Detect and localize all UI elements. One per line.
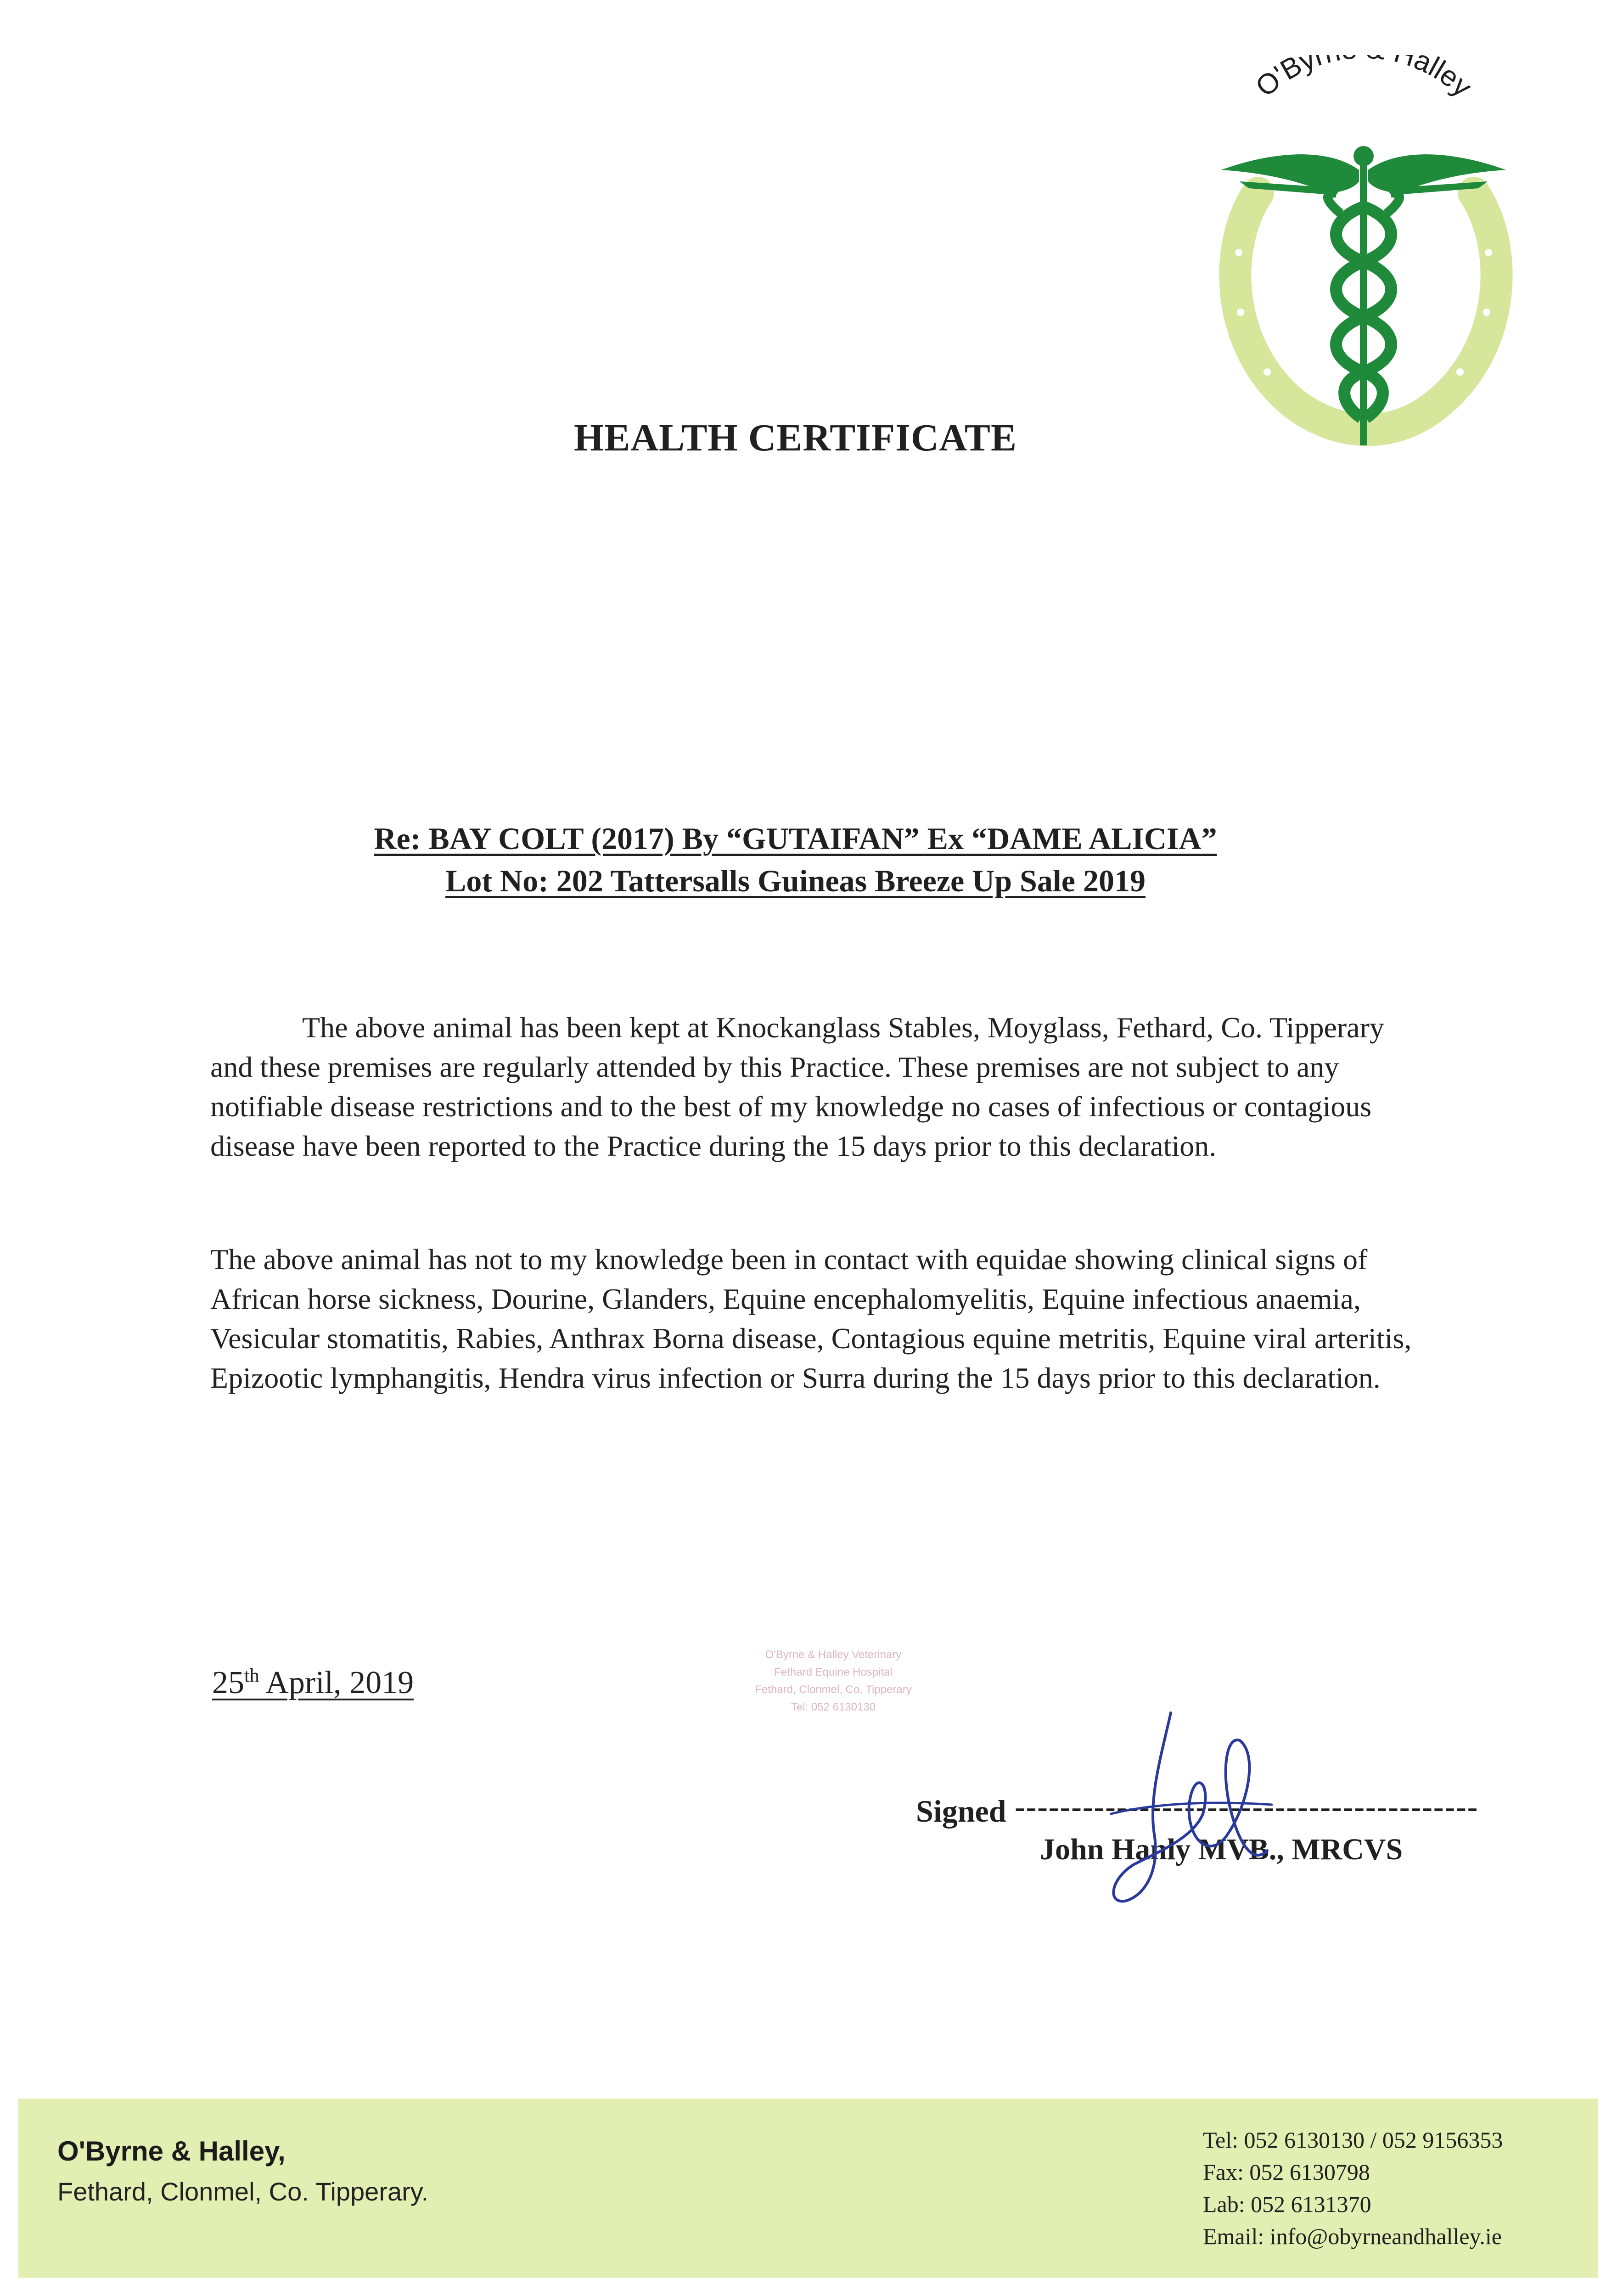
date-day: 25 (212, 1665, 244, 1700)
signature-line: ----------------------------------------- (1015, 1789, 1479, 1824)
footer-tel: Tel: 052 6130130 / 052 9156353 (1203, 2127, 1503, 2153)
footer-practice-name: O'Byrne & Halley, (57, 2136, 286, 2167)
subject-line-1: Re: BAY COLT (2017) By “GUTAIFAN” Ex “DAME ALICIA” (374, 821, 1217, 856)
practice-stamp (730, 1646, 937, 1743)
footer-contacts (1203, 2124, 1503, 2252)
caduceus-horseshoe-icon (1189, 55, 1538, 459)
declaration-paragraph-1 (210, 1008, 1422, 1166)
signed-label: Signed (916, 1794, 1006, 1829)
footer-address: Fethard, Clonmel, Co. Tipperary. (57, 2177, 429, 2206)
stamp-line-3: Fethard, Clonmel, Co. Tipperary (755, 1683, 912, 1696)
letterhead-footer (18, 2099, 1598, 2278)
practice-logo (1189, 55, 1538, 459)
signatory-name: John Hanly MVB., MRCVS (1040, 1833, 1403, 1866)
stamp-line-4: Tel: 052 6130130 (791, 1701, 876, 1713)
footer-email: Email: info@obyrneandhalley.ie (1203, 2223, 1502, 2249)
stamp-line-1: O'Byrne & Halley Veterinary (765, 1649, 902, 1661)
date-rest: April, 2019 (259, 1665, 414, 1700)
footer-lab: Lab: 052 6131370 (1203, 2191, 1371, 2217)
document-title: HEALTH CERTIFICATE (574, 416, 1017, 459)
subject-line-2: Lot No: 202 Tattersalls Guineas Breeze Up Sale 2019 (445, 863, 1146, 898)
handwritten-signature (1056, 1699, 1295, 1915)
stamp-line-2: Fethard Equine Hospital (774, 1666, 893, 1678)
subject-block (0, 817, 1591, 902)
logo-practice-name: O'Byr alley (1249, 55, 1478, 103)
certificate-date (212, 1665, 414, 1701)
svg-text:O'Byrne & Halley (1250, 55, 1478, 103)
footer-fax: Fax: 052 6130798 (1203, 2159, 1370, 2185)
date-suffix: th (244, 1665, 259, 1687)
paragraph-1-text: The above animal has been kept at Knockanglass Stables, Moyglass, Fethard, Co. Tipperary and these premises are regularly attended by this Practice. These premises are not subject to any notifiable disease restrictions and to the best of my knowledge no cases of infectious or contagious disease have been reported to the Practice during the 15 days prior to this declaration. (210, 1011, 1384, 1162)
declaration-paragraph-2: The above animal has not to my knowledge been in contact with equidae showing clinical signs of African horse sickness, Dourine, Glanders, Equine encephalomyelitis, Equine infectious anaemia, Vesicular stomatitis, Rabies, Anthrax Borna disease, Contagious equine metritis, Equine viral arteritis, Epizootic lymphangitis, Hendra virus infection or Surra during the 15 days prior to this declaration. (210, 1243, 1412, 1394)
